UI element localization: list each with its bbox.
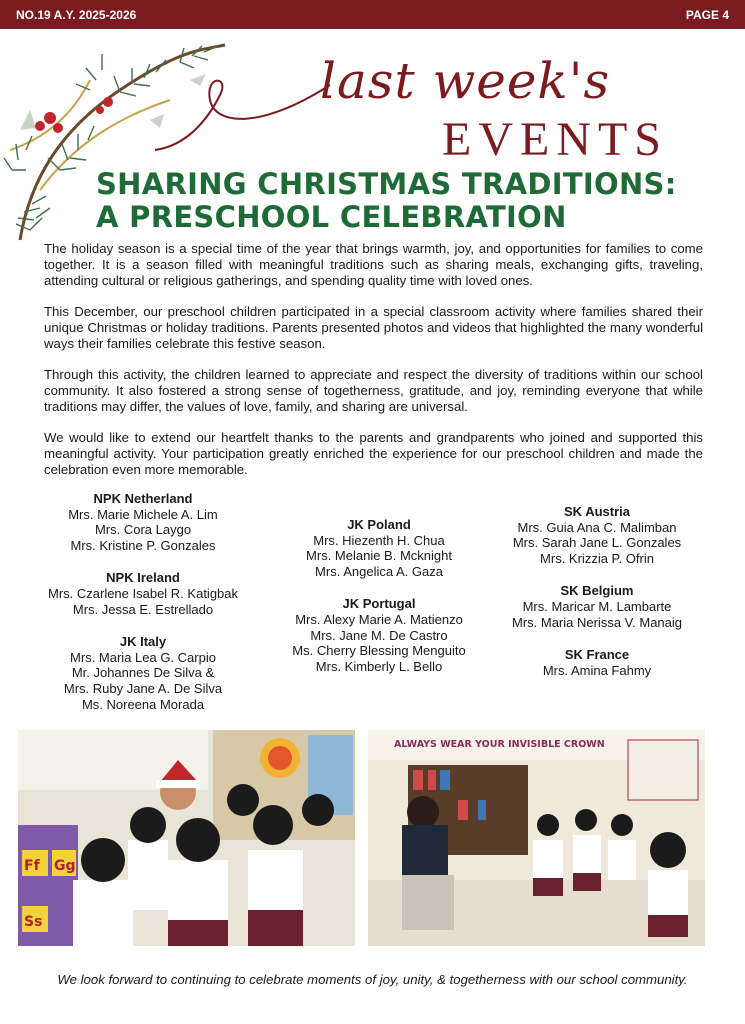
class-name: JK Poland (347, 517, 411, 532)
header-bar (0, 0, 745, 29)
photo-classroom-santa-hat (18, 730, 355, 946)
member: Mrs. Melanie B. Mcknight (306, 548, 452, 564)
member: Mrs. Amina Fahmy (542, 662, 652, 678)
banner-script-title: last week's (320, 52, 611, 110)
member: Mr. Johannes De Silva & (71, 665, 215, 681)
member: Mrs. Jessa E. Estrellado (72, 601, 214, 617)
headline-line-2: A PRESCHOOL CELEBRATION (96, 200, 567, 234)
member: Mrs. Kimberly L. Bello (315, 658, 443, 674)
member: Mrs. Angelica A. Gaza (315, 563, 443, 579)
member: Ms. Noreena Morada (81, 696, 205, 712)
class-group (494, 583, 700, 630)
page-number: PAGE 4 (685, 7, 729, 22)
class-group (40, 570, 246, 617)
groups-right-column (494, 504, 700, 695)
member: Mrs. Maria Nerissa V. Manaig (511, 614, 682, 630)
paragraph: This December, our preschool children participated in a special classroom activity where families shared their unique Christmas or holiday traditions. Parents presented photos and videos that highlighted the many wonderful ways their families celebrate this festive season. (44, 304, 703, 351)
member: Mrs. Guia Ana C. Malimban (517, 519, 677, 535)
closing-note: We look forward to continuing to celebrate moments of joy, unity, & togetherness with our school community. (57, 972, 688, 987)
class-name: JK Italy (119, 634, 167, 650)
member: Mrs. Hiezenth H. Chua (313, 532, 445, 548)
class-name: NPK Netherland (93, 491, 193, 506)
paragraph: We would like to extend our heartfelt thanks to the parents and grandparents who joined and supported this meaningful activity. Your participation greatly enriched the experience for our preschool children and made the celebration even more memorable. (44, 430, 703, 477)
board-letter: Ff (24, 858, 40, 874)
class-name: SK France (564, 647, 630, 663)
class-group (494, 647, 700, 678)
article-body (44, 241, 703, 493)
member: Mrs. Krizzia P. Ofrin (540, 550, 654, 566)
member: Mrs. Sarah Jane L. Gonzales (512, 535, 682, 551)
groups-left-column (40, 491, 246, 729)
board-letter: Ss (24, 914, 43, 930)
paragraph: The holiday season is a special time of the year that brings warmth, joy, and opportunities for families to come together. It is a season filled with meaningful traditions such as sharing meals, exchanging gifts, traveling, attending cultural or religious gatherings, and spending quality time with loved ones. (44, 241, 703, 288)
member: Mrs. Ruby Jane A. De Silva (63, 680, 223, 696)
member: Mrs. Jane M. De Castro (310, 627, 448, 643)
paragraph: Through this activity, the children learned to appreciate and respect the diversity of traditions within our school community. It also fostered a strong sense of togetherness, gratitude, and joy, reminding everyone that while traditions may differ, the values of love, family, and sharing are universal. (44, 367, 703, 414)
headline-line-1: SHARING CHRISTMAS TRADITIONS: (96, 167, 677, 201)
member: Mrs. Kristine P. Gonzales (70, 537, 216, 553)
class-name: SK Belgium (560, 583, 634, 599)
class-group (40, 491, 246, 553)
banner-title: EVENTS (442, 113, 668, 166)
member: Mrs. Czarlene Isabel R. Katigbak (47, 585, 239, 601)
class-name: JK Portugal (342, 596, 416, 612)
member: Mrs. Alexy Marie A. Matienzo (295, 611, 463, 627)
member: Mrs. Marie Michele A. Lim (68, 506, 218, 522)
class-group (40, 634, 246, 712)
class-group (494, 504, 700, 566)
article-headline (96, 168, 677, 234)
member: Mrs. Maricar M. Lambarte (522, 598, 672, 614)
photo-parent-presentation (368, 730, 705, 946)
wall-banner-text: ALWAYS WEAR YOUR INVISIBLE CROWN (394, 739, 605, 750)
board-letter: Gg (54, 858, 76, 874)
issue-number: NO.19 A.Y. 2025-2026 (16, 7, 137, 22)
class-group (276, 517, 482, 579)
member: Ms. Cherry Blessing Menguito (292, 643, 466, 659)
class-group (276, 596, 482, 674)
member: Mrs. Maria Lea G. Carpio (70, 649, 216, 665)
class-name: NPK Ireland (106, 570, 180, 586)
class-name: SK Austria (564, 504, 630, 519)
member: Mrs. Cora Laygo (94, 522, 192, 538)
groups-middle-column (276, 517, 482, 691)
